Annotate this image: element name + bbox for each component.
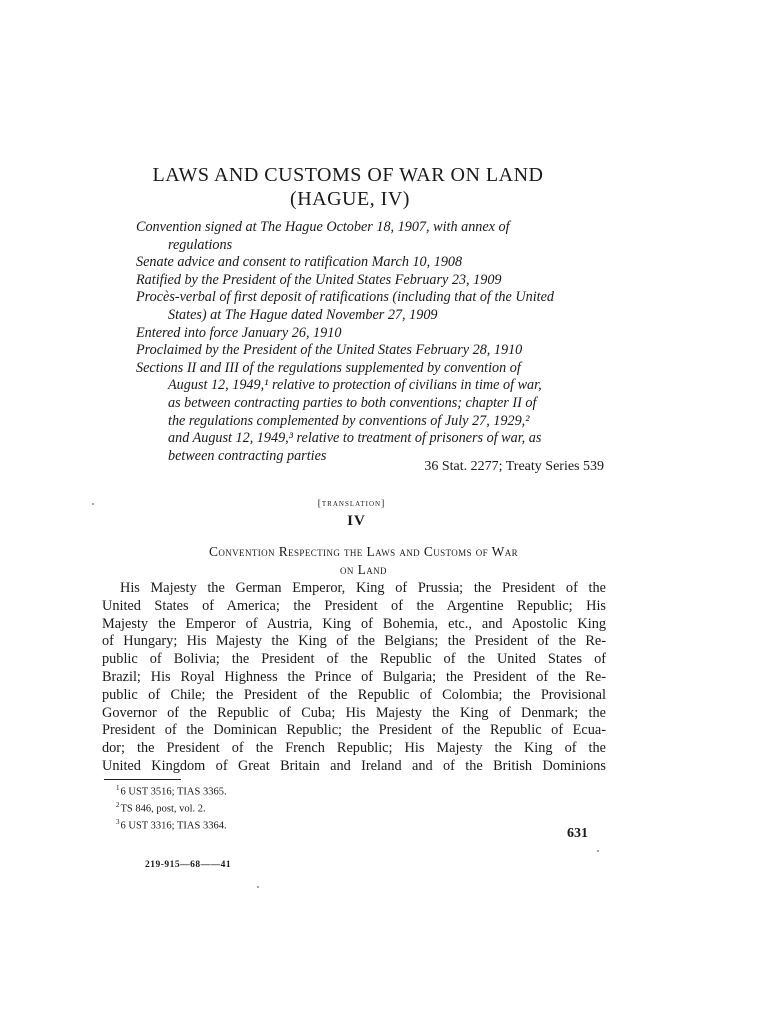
- history-line: Convention signed at The Hague October 18, 1907, with annex of: [136, 219, 510, 235]
- preamble-line: President of the Dominican Republic; the President of the Republic of Ecua-: [102, 722, 606, 739]
- history-line: Ratified by the President of the United States February 23, 1909: [136, 271, 502, 288]
- footnote: [116, 799, 227, 816]
- convention-preamble: [102, 580, 606, 776]
- preamble-line: Brazil; His Royal Highness the Prince of Bulgaria; the President of the Re-: [102, 668, 606, 685]
- translation-label: [translation]: [317, 499, 386, 509]
- history-line: between contracting parties: [168, 447, 327, 464]
- preamble-line: United States of America; the President of the Argentine Republic; His: [102, 597, 606, 614]
- history-line: Proclaimed by the President of the United States February 28, 1910: [136, 342, 523, 359]
- history-line: the regulations complemented by conventions of July 27, 1929,²: [168, 412, 530, 429]
- footnote: [116, 816, 227, 833]
- footnote-text: TS 846, post, vol. 2.: [120, 803, 206, 815]
- footnote-text: 6 UST 3316; TIAS 3364.: [120, 820, 227, 832]
- preamble-line: of Hungary; His Majesty the King of the Belgians; the President of the Re-: [102, 633, 606, 650]
- history-line: and August 12, 1949,³ relative to treatment of prisoners of war, as: [168, 430, 542, 447]
- history-line: Procès-verbal of first deposit of ratifications (including that of the United: [136, 289, 554, 306]
- preamble-line: public of Bolivia; the President of the Republic of the United States of: [102, 651, 606, 668]
- preamble-line: United Kingdom of Great Britain and Ireland and of the British Dominions: [102, 757, 606, 774]
- preamble-line: public of Chile; the President of the Republic of Colombia; the Provisional: [102, 686, 606, 703]
- convention-title-line-2: on Land: [340, 562, 387, 577]
- print-code: 219-915—68——41: [145, 860, 232, 870]
- footnote-divider: [104, 779, 181, 780]
- history-line: Sections II and III of the regulations supplemented by convention of: [136, 359, 521, 376]
- history-line: as between contracting parties to both conventions; chapter II of: [168, 394, 537, 411]
- footnotes: [116, 782, 227, 833]
- convention-number: IV: [347, 513, 366, 529]
- document-subtitle: (HAGUE, IV): [290, 188, 410, 210]
- footnote-text: 6 UST 3516; TIAS 3365.: [120, 786, 227, 798]
- footnote-mark: 3: [116, 818, 120, 826]
- scan-speck: [92, 503, 94, 505]
- treaty-citation: 36 Stat. 2277; Treaty Series 539: [424, 459, 604, 474]
- document-title: LAWS AND CUSTOMS OF WAR ON LAND: [152, 164, 544, 186]
- convention-title-line-1: Convention Respecting the Laws and Customs of War: [208, 544, 519, 559]
- scan-speck: [597, 850, 599, 852]
- page-number: 631: [567, 826, 588, 841]
- preamble-line: Governor of the Republic of Cuba; His Majesty the King of Denmark; the: [102, 704, 606, 721]
- history-line: Senate advice and consent to ratification March 10, 1908: [136, 254, 463, 271]
- history-line: Entered into force January 26, 1910: [136, 324, 342, 341]
- preamble-line: Majesty the Emperor of Austria, King of Bohemia, etc., and Apostolic King: [102, 615, 606, 632]
- footnote-mark: 2: [116, 801, 120, 809]
- preamble-line: His Majesty the German Emperor, King of Prussia; the President of the: [120, 580, 606, 596]
- scan-speck: [257, 886, 259, 888]
- treaty-history: [136, 219, 606, 465]
- history-line: States) at The Hague dated November 27, 1909: [168, 306, 438, 323]
- preamble-line: dor; the President of the French Republic; His Majesty the King of the: [102, 740, 606, 757]
- footnote: [116, 782, 227, 799]
- footnote-mark: 1: [116, 784, 120, 792]
- history-line: regulations: [168, 236, 233, 253]
- history-line: August 12, 1949,¹ relative to protection of civilians in time of war,: [168, 377, 542, 394]
